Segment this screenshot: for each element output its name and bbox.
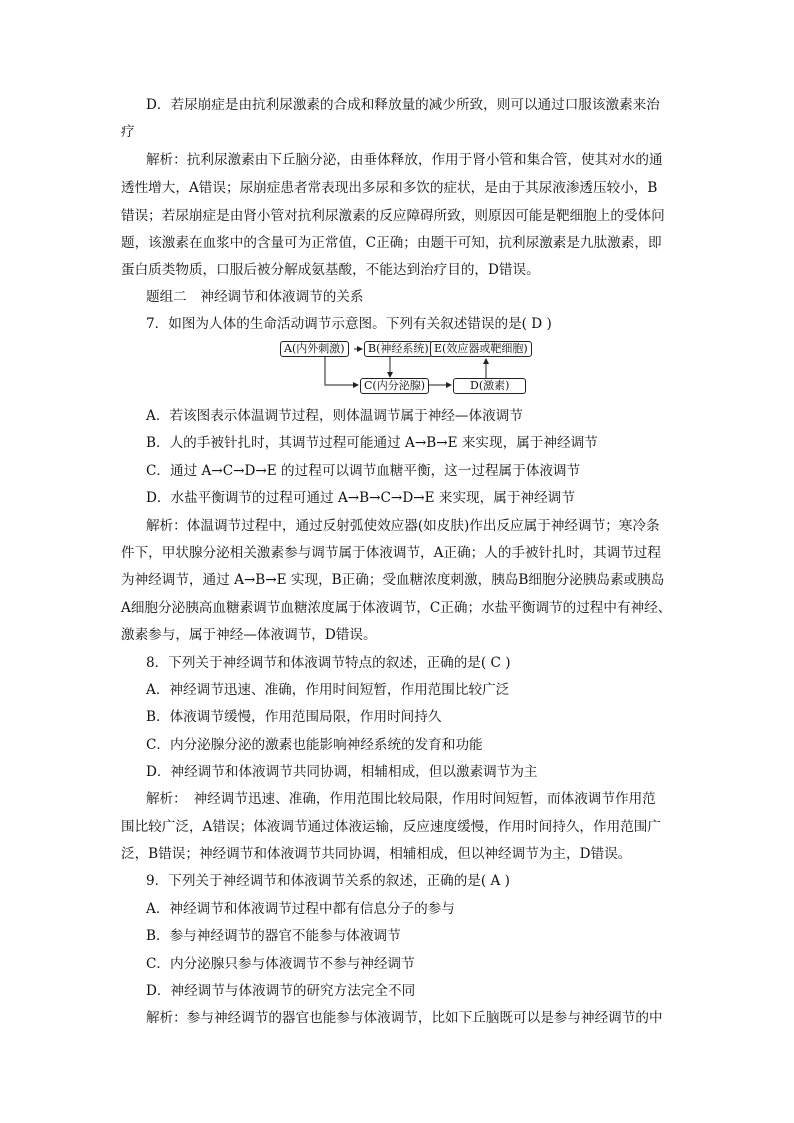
question-9: 9．下列关于神经调节和体液调节关系的叙述，正确的是( A ) bbox=[146, 873, 510, 889]
option-line: D．神经调节与体液调节的研究方法完全不同 bbox=[146, 983, 416, 999]
section-heading: 题组二 神经调节和体液调节的关系 bbox=[146, 289, 364, 305]
text-line: 错误；若尿崩症是由肾小管对抗利尿激素的反应障碍所致，则原因可能是靶细胞上的受体问 bbox=[121, 208, 665, 224]
text-line: 件下，甲状腺分泌相关激素参与调节属于体液调节，A正确；人的手被针扎时，其调节过程 bbox=[121, 545, 661, 561]
box-endocrine-gland: C(内分泌腺) bbox=[360, 378, 429, 394]
text-line: 蛋白质类物质，口服后被分解成氨基酸，不能达到治疗目的，D错误。 bbox=[121, 262, 540, 278]
question-7: 7．如图为人体的生命活动调节示意图。下列有关叙述错误的是( D ) bbox=[146, 316, 552, 332]
text-line: 激素参与，属于神经—体液调节，D错误。 bbox=[121, 627, 377, 643]
text-line: D．若尿崩症是由抗利尿激素的合成和释放量的减少所致，则可以通过口服该激素来治 bbox=[146, 97, 660, 113]
text-line: 疗 bbox=[121, 124, 135, 140]
text-line: 泛，B错误；神经调节和体液调节共同协调，相辅相成，但以神经调节为主，D错误。 bbox=[121, 846, 632, 862]
option-line: B．体液调节缓慢，作用范围局限，作用时间持久 bbox=[146, 709, 442, 725]
option-line: B．人的手被针扎时，其调节过程可能通过 A→B→E 来实现，属于神经调节 bbox=[146, 435, 598, 451]
box-effector: E(效应器或靶细胞) bbox=[430, 341, 532, 357]
option-line: A．若该图表示体温调节过程，则体温调节属于神经—体液调节 bbox=[146, 408, 523, 424]
question-8: 8．下列关于神经调节和体液调节特点的叙述，正确的是( C ) bbox=[146, 655, 511, 671]
text-line: 题，该激素在血浆中的含量可为正常值，C正确；由题干可知，抗利尿激素是九肽激素，即 bbox=[121, 235, 662, 251]
option-line: C．通过 A→C→D→E 的过程可以调节血糖平衡，这一过程属于体液调节 bbox=[146, 463, 581, 479]
arrow-a-c bbox=[325, 357, 358, 385]
text-line: 为神经调节，通过 A→B→E 实现，B正确；受血糖浓度刺激，胰岛B细胞分泌胰岛素或胰岛 bbox=[121, 572, 665, 588]
text-line: A细胞分泌胰高血糖素调节血糖浓度属于体液调节，C正确；水盐平衡调节的过程中有神经、 bbox=[121, 600, 672, 616]
option-line: C．内分泌腺分泌的激素也能影响神经系统的发育和功能 bbox=[146, 737, 483, 753]
regulation-diagram bbox=[280, 339, 542, 399]
option-line: A．神经调节和体液调节过程中都有信息分子的参与 bbox=[146, 901, 455, 917]
box-nervous-system: B(神经系统) bbox=[364, 341, 433, 357]
option-line: B．参与神经调节的器官不能参与体液调节 bbox=[146, 928, 401, 944]
text-line: 透性增大，A错误；尿崩症患者常表现出多尿和多饮的症状，是由于其尿液渗透压较小，B bbox=[121, 180, 658, 196]
analysis-line: 解析：参与神经调节的器官也能参与体液调节，比如下丘脑既可以是参与神经调节的中 bbox=[146, 1010, 663, 1026]
option-line: D．神经调节和体液调节共同协调，相辅相成，但以激素调节为主 bbox=[146, 764, 538, 780]
analysis-line: 解析：体温调节过程中，通过反射弧使效应器(如皮肤)作出反应属于神经调节；寒冷条 bbox=[146, 518, 660, 534]
text-line: 围比较广泛，A错误；体液调节通过体液运输，反应速度缓慢，作用时间持久，作用范围广 bbox=[121, 819, 661, 835]
option-line: C．内分泌腺只参与体液调节不参与神经调节 bbox=[146, 956, 415, 972]
box-hormone: D(激素) bbox=[453, 378, 526, 394]
option-line: A．神经调节迅速、准确，作用时间短暂，作用范围比较广泛 bbox=[146, 682, 510, 698]
analysis-line: 解析：抗利尿激素由下丘脑分泌，由垂体释放，作用于肾小管和集合管，使其对水的通 bbox=[146, 152, 663, 168]
box-stimulus: A(内外刺激) bbox=[280, 341, 349, 357]
analysis-line: 解析： 神经调节迅速、准确，作用范围比较局限，作用时间短暂，而体液调节作用范 bbox=[146, 791, 656, 807]
option-line: D．水盐平衡调节的过程可通过 A→B→C→D→E 来实现，属于神经调节 bbox=[146, 490, 575, 506]
